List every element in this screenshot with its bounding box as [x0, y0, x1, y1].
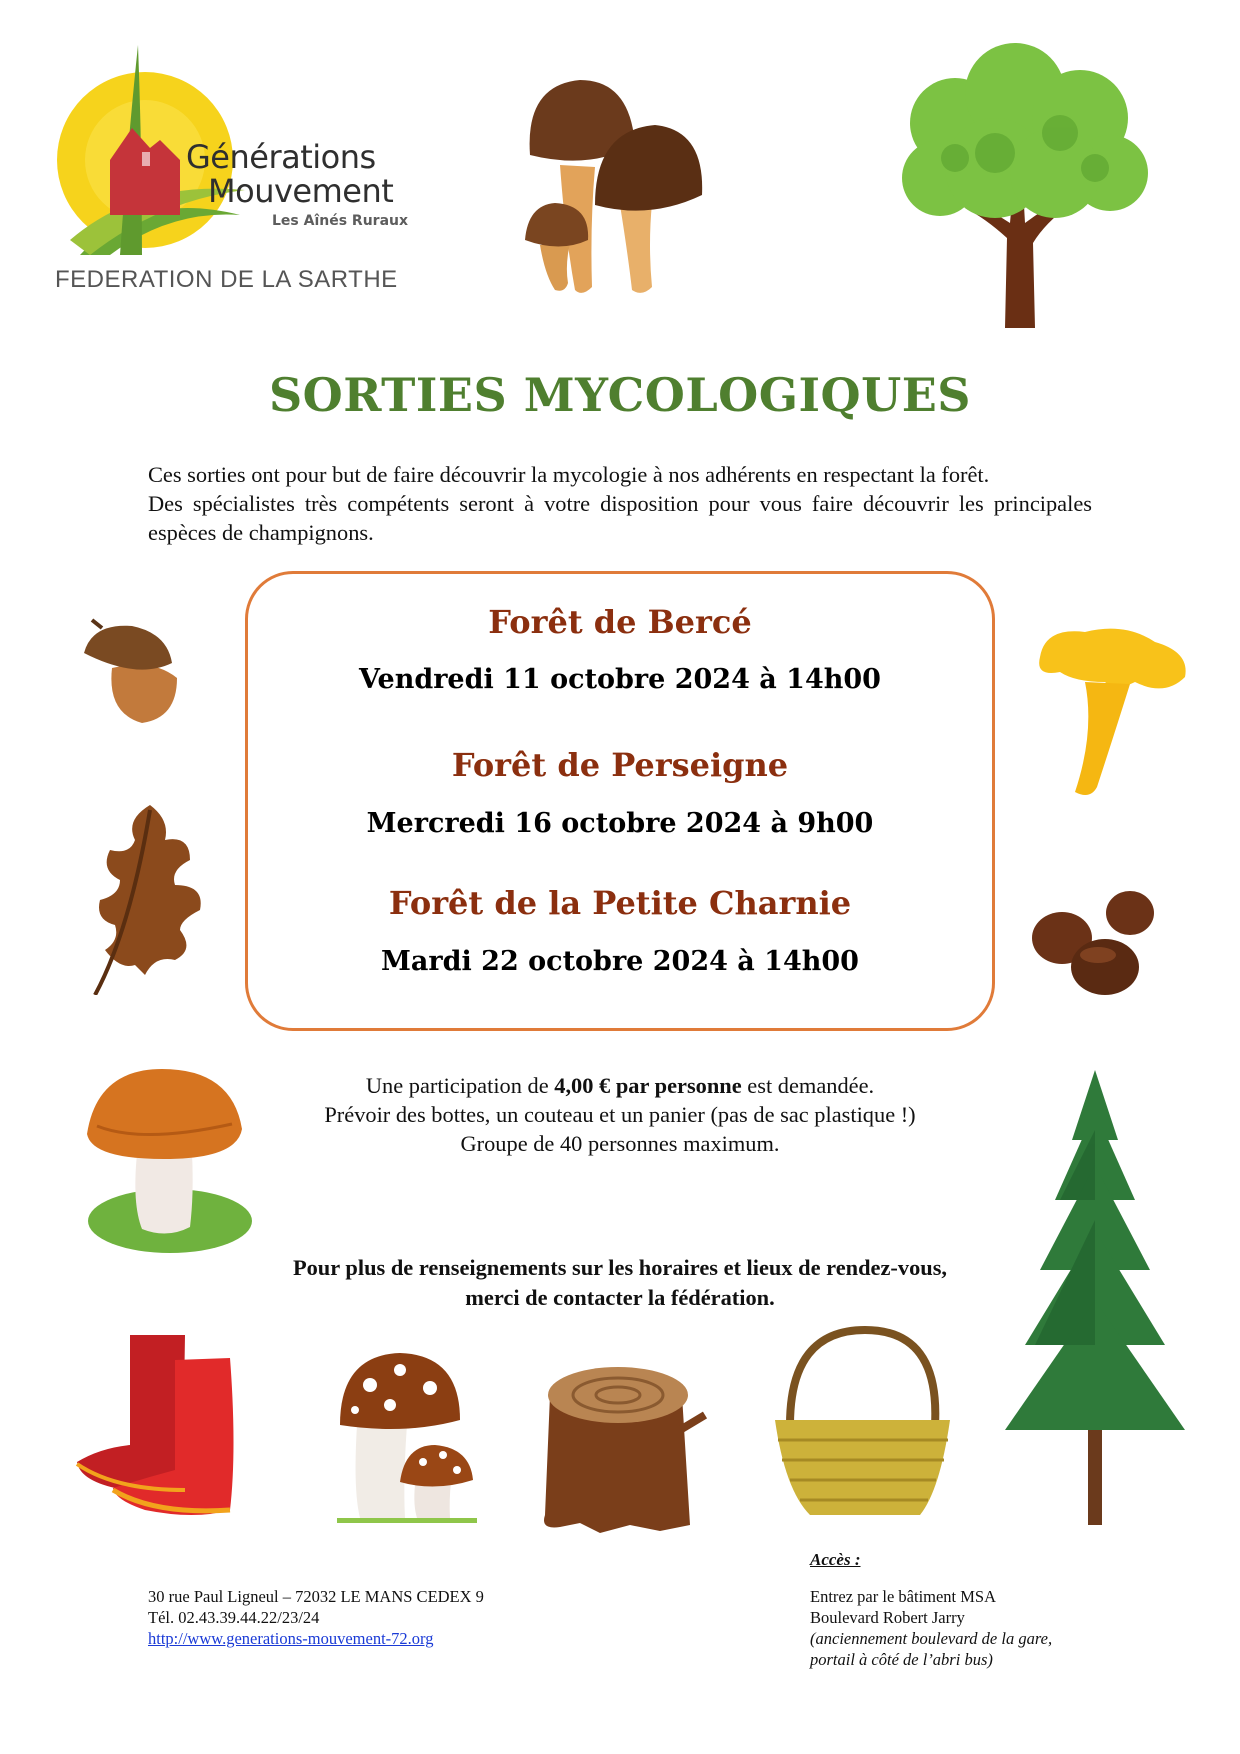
federation-address-block	[148, 1586, 484, 1649]
phone-line: Tél. 02.43.39.44.22/23/24	[148, 1608, 320, 1627]
intro-line: Des spécialistes très compétents seront à votre disposition pour vous faire découvrir les principales espèces de champignons.	[148, 491, 1092, 545]
group-size-line: Groupe de 40 personnes maximum.	[460, 1131, 780, 1156]
outing-forest: Forêt de Bercé	[488, 603, 752, 641]
intro-paragraph	[148, 460, 1092, 547]
oak-leaf-icon	[90, 800, 215, 995]
equipment-line: Prévoir des bottes, un couteau et un panier (pas de sac plastique !)	[324, 1102, 916, 1127]
chanterelle-icon	[1035, 622, 1195, 797]
logo-brand-line2: Mouvement	[208, 172, 394, 210]
access-block: Entrez par le bâtiment MSA Boulevard Robert Jarry (anciennement boulevard de la gare, portail à côté de l’abri bus)	[810, 1587, 1053, 1669]
participation-info	[240, 1071, 1000, 1158]
oak-tree-icon	[895, 38, 1150, 328]
outing-date: Vendredi 11 octobre 2024 à 14h00	[359, 664, 881, 695]
outing-date: Mercredi 16 octobre 2024 à 9h00	[366, 808, 874, 839]
logo-brand-line1: Générations	[186, 138, 376, 176]
participation-price: 4,00 € par personne	[554, 1073, 742, 1098]
logo-tagline: Les Aînés Ruraux	[272, 213, 409, 229]
outing-date: Mardi 22 octobre 2024 à 14h00	[381, 946, 859, 977]
page-title: SORTIES MYCOLOGIQUES	[268, 368, 972, 422]
rubber-boots-icon	[75, 1330, 260, 1520]
chestnuts-icon	[1030, 885, 1170, 1000]
access-heading: Accès :	[810, 1550, 861, 1569]
cep-mushroom-icon	[82, 1064, 252, 1254]
website-link[interactable]: http://www.generations-mouvement-72.org	[148, 1629, 434, 1648]
fir-tree-icon	[1000, 1070, 1190, 1530]
boletus-mushrooms-icon	[520, 75, 710, 300]
outing-forest: Forêt de Perseigne	[451, 746, 789, 784]
address-line: 30 rue Paul Ligneul – 72032 LE MANS CEDEX 9	[148, 1587, 484, 1606]
contact-note: Pour plus de renseignements sur les horaires et lieux de rendez-vous, merci de contacter la fédération.	[292, 1255, 948, 1310]
participation-line: Une participation de 4,00 € par personne est demandée.	[365, 1073, 875, 1098]
outing-forest: Forêt de la Petite Charnie	[388, 884, 852, 922]
acorn-icon	[82, 618, 182, 728]
fly-agaric-icon	[335, 1350, 480, 1525]
tree-stump-icon	[540, 1365, 710, 1535]
intro-line: Ces sorties ont pour but de faire découvrir la mycologie à nos adhérents en respectant la forêt.	[148, 462, 990, 487]
federation-name: FEDERATION DE LA SARTHE	[55, 266, 398, 293]
wicker-basket-icon	[770, 1325, 960, 1525]
